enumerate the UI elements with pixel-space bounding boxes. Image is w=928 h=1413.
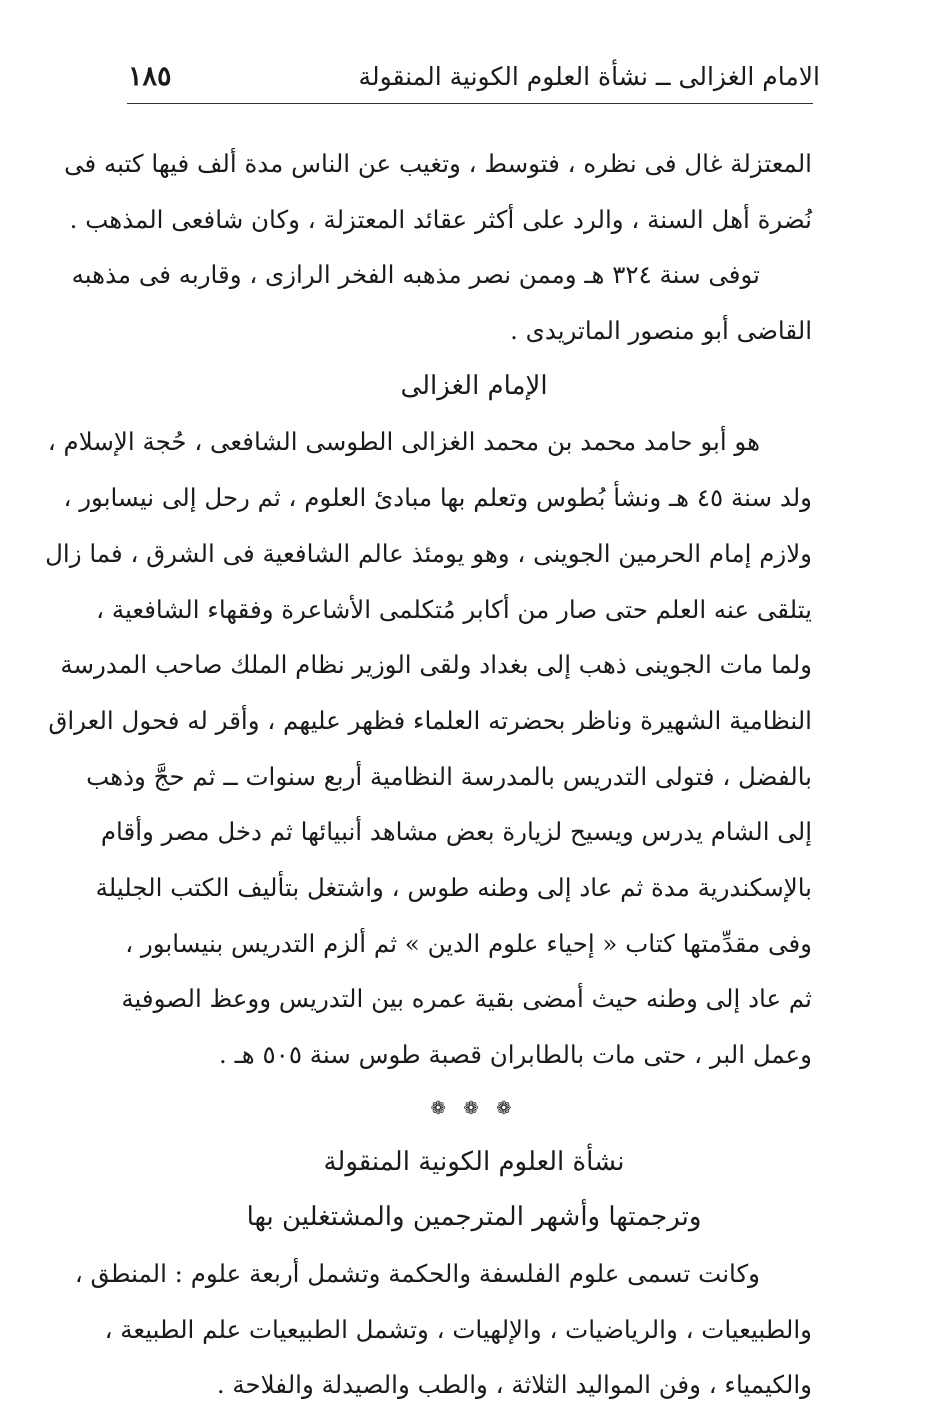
text-line: بالإسكندرية مدة ثم عاد إلى وطنه طوس ، واشتغل بتأليف الكتب الجليلة (95, 872, 812, 902)
text-line: القاضى أبو منصور الماتريدى . (510, 316, 812, 346)
text-line: هو أبو حامد محمد بن محمد الغزالى الطوسى الشافعى ، حُجة الإسلام ، (47, 427, 760, 457)
text-line: بالفضل ، فتولى التدريس بالمدرسة النظامية أربع سنوات ــ ثم حجَّ وذهب (86, 761, 812, 791)
running-title: الامام الغزالى ــ نشأة العلوم الكونية المنقولة (358, 61, 820, 91)
section-ornament: ❁ ❁ ❁ (430, 1097, 518, 1119)
text-line: إلى الشام يدرس ويسيح لزيارة بعض مشاهد أنبيائها ثم دخل مصر وأقام (100, 817, 812, 847)
section-subheading: وترجمتها وأشهر المترجمين والمشتغلين بها (246, 1202, 702, 1233)
text-line: المعتزلة غال فى نظره ، فتوسط ، وتغيب عن الناس مدة ألف فيها كتبه فى (64, 149, 812, 178)
page-number: ١٨٥ (128, 60, 172, 92)
text-line: والطبيعيات ، والرياضيات ، والإلهيات ، وتشمل الطبيعيات علم الطبيعة ، (104, 1314, 812, 1344)
text-line: وفى مقدِّمتها كتاب « إحياء علوم الدين » ثم ألزم التدريس بنيسابور ، (125, 928, 812, 958)
text-line: يتلقى عنه العلم حتى صار من أكابر مُتكلمى الأشاعرة وفقهاء الشافعية ، (96, 594, 812, 624)
text-line: النظامية الشهيرة وناظر بحضرته العلماء فظهر عليهم ، وأقر له فحول العراق (48, 705, 812, 735)
text-line: وكانت تسمى علوم الفلسفة والحكمة وتشمل أربعة علوم : المنطق ، (74, 1259, 760, 1289)
text-line: ثم عاد إلى وطنه حيث أمضى بقية عمره بين التدريس ووعظ الصوفية (121, 984, 812, 1014)
text-line: وعمل البر ، حتى مات بالطابران قصبة طوس سنة ٥٠٥ هـ . (219, 1040, 812, 1069)
section-heading: الإمام الغزالى (400, 370, 548, 401)
text-line: نُضرة أهل السنة ، والرد على أكثر عقائد المعتزلة ، وكان شافعى المذهب . (69, 204, 812, 234)
header-rule (127, 103, 813, 104)
text-line: ولد سنة ٤٥ هـ ونشأ بُطوس وتعلم بها مبادئ العلوم ، ثم رحل إلى نيسابور ، (63, 483, 812, 513)
text-line: توفى سنة ٣٢٤ هـ وممن نصر مذهبه الفخر الرازى ، وقاربه فى مذهبه (71, 260, 760, 290)
text-line: ولما مات الجوينى ذهب إلى بغداد ولقى الوزير نظام الملك صاحب المدرسة (60, 650, 812, 680)
section-heading: نشأة العلوم الكونية المنقولة (323, 1146, 625, 1177)
body-text (45, 136, 812, 1413)
text-line: والكيمياء ، وفن المواليد الثلاثة ، والطب والصيدلة والفلاحة . (216, 1370, 812, 1400)
text-line: ولازم إمام الحرمين الجوينى ، وهو يومئذ عالم الشافعية فى الشرق ، فما زال (45, 538, 812, 568)
page-header (128, 52, 820, 100)
